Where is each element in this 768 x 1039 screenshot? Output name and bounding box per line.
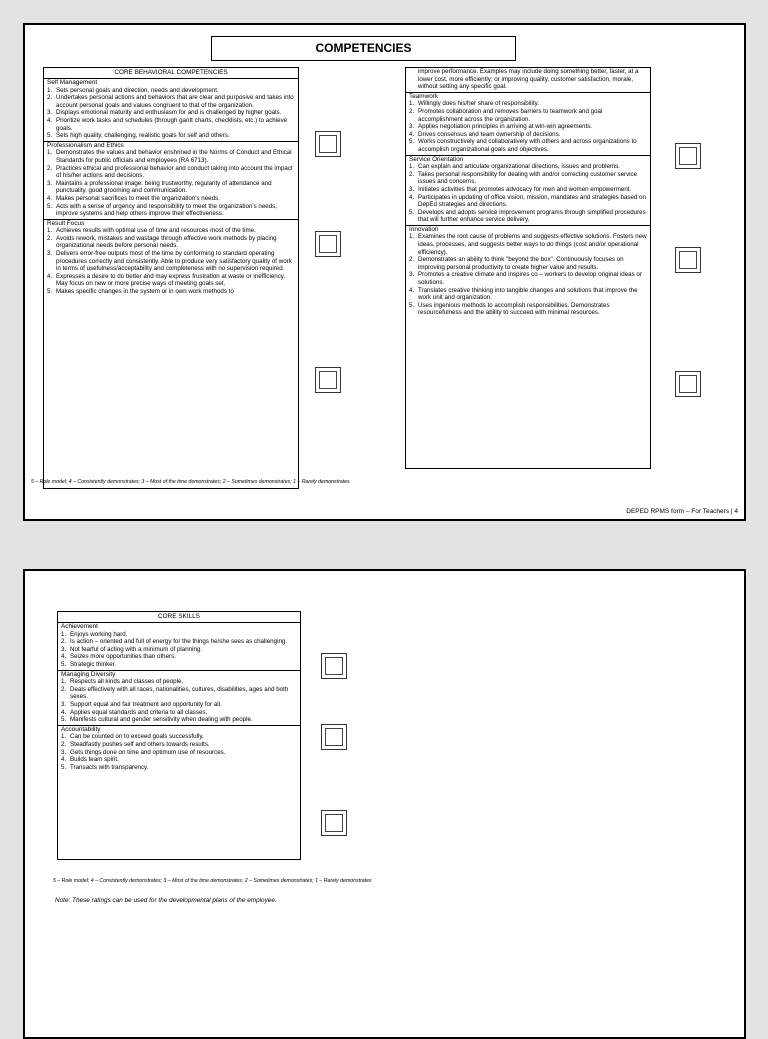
competency-item [47, 94, 295, 109]
item-text: Develops and adopts service improvement programs through simplified procedures that will further enhance service delivery. [418, 208, 646, 224]
item-text: Undertakes personal actions and behaviors that are clear and purposive and takes into account personal goals and values congruent to that of the organization. [56, 94, 294, 109]
item-number: 4. [61, 756, 67, 764]
competency-item [47, 132, 295, 140]
section-title: Managing Diversity [61, 670, 116, 678]
competency-item [409, 100, 647, 108]
item-number: 4. [409, 193, 415, 201]
item-text: Demonstrates the values and behavior enshrined in the Norms of Conduct and Ethical Standards for public officials and employees (RA 6713). [56, 149, 292, 164]
item-number: 4. [61, 653, 67, 661]
item-text: Manifests cultural and gender sensitivity when dealing with people. [70, 716, 253, 724]
item-number: 1. [409, 163, 415, 171]
item-number: 3. [61, 645, 67, 653]
item-text: Makes personal sacrifices to meet the organization's needs. [56, 194, 220, 202]
item-number: 1. [409, 100, 415, 108]
item-number: 5. [47, 132, 53, 140]
continuation-text: improve performance. Examples may include doing something better, faster, at a lower cost, more efficiently; or improving quality, customer satisfaction, morale, without setting any specific goal. [406, 68, 650, 93]
item-number: 5. [61, 716, 67, 724]
item-text: Practices ethical and professional behavior and conduct taking into account the impact of his/her actions and decisions. [56, 164, 293, 180]
competency-section [44, 142, 298, 220]
item-text: Is action – oriented and full of energy for the things he/she sees as challenging. [70, 638, 288, 646]
item-number: 3. [409, 185, 415, 193]
item-number: 4. [61, 708, 67, 716]
item-number: 1. [47, 227, 53, 235]
competency-section [406, 226, 650, 318]
rating-legend: 5 – Role model; 4 – Consistently demonstrates; 3 – Most of the time demonstrates; 2 – Sometimes demonstrates; 1 – Rarely demonstrates [53, 878, 372, 884]
item-number: 1. [61, 733, 67, 741]
item-number: 3. [47, 179, 53, 187]
rating-box-teamwork[interactable] [675, 143, 701, 169]
rating-box-managing-diversity[interactable] [321, 724, 347, 750]
competency-item [409, 256, 647, 271]
section-title: Teamwork [409, 92, 439, 100]
item-text: Promotes a creative climate and inspires co – workers to develop original ideas or solutions. [418, 271, 642, 287]
competency-section [58, 623, 300, 671]
competency-section [406, 93, 650, 156]
competency-item [61, 701, 297, 709]
item-number: 2. [47, 234, 53, 242]
document-page-5 [23, 569, 746, 1039]
competency-item [61, 678, 297, 686]
competency-item [409, 233, 647, 256]
item-number: 1. [409, 233, 415, 241]
item-text: Support equal and fair treatment and opportunity for all. [70, 700, 222, 708]
item-text: Gets things done on time and optimum use of resources. [70, 748, 226, 756]
item-number: 5. [47, 288, 53, 296]
competency-item [409, 123, 647, 131]
item-number: 2. [409, 256, 415, 264]
item-number: 5. [61, 660, 67, 668]
competency-section [406, 156, 650, 226]
competency-item [409, 271, 647, 286]
competency-item [61, 709, 297, 717]
competency-item [47, 203, 295, 218]
competency-item [61, 638, 297, 646]
rating-box-professionalism-ethics[interactable] [315, 231, 341, 257]
competency-item [47, 180, 295, 195]
item-number: 2. [47, 94, 53, 102]
item-number: 3. [61, 700, 67, 708]
rating-box-innovation[interactable] [675, 371, 701, 397]
item-number: 4. [409, 286, 415, 294]
page-title: COMPETENCIES [211, 36, 516, 61]
item-number: 3. [61, 748, 67, 756]
rating-box-result-focus[interactable] [315, 367, 341, 393]
competency-section [58, 726, 300, 773]
item-text: Promotes collaboration and removes barriers to teamwork and goal accomplishment across the organization. [418, 107, 603, 123]
competency-item [47, 235, 295, 250]
item-text: Initiates activities that promotes advocacy for men and women empowerment. [418, 185, 632, 193]
item-number: 1. [61, 678, 67, 686]
item-number: 5. [61, 763, 67, 771]
rating-legend: 5 – Role model; 4 – Consistently demonstrates; 3 – Most of the time demonstrates; 2 – Sometimes demonstrates; 1 – Rarely demonstrates [31, 479, 350, 485]
page-footer: DEPED RPMS form – For Teachers | 4 [626, 508, 738, 515]
section-title: Innovation [409, 225, 439, 233]
item-text: Examines the root cause of problems and suggests effective solutions. Fosters new ideas, processes, and suggests better ways to do things (cost and/or operational efficiency). [418, 233, 647, 256]
item-text: Respects all kinds and classes of people. [70, 678, 184, 686]
competency-item [47, 87, 295, 95]
item-text: Avoids rework, mistakes and wastage through effective work methods by placing organizational needs before personal needs. [56, 234, 277, 250]
section-title: Self Management [47, 79, 98, 86]
item-text: Takes personal responsibility for dealing with and/or correcting customer service issues and concerns. [418, 170, 638, 186]
item-text: Deals effectively with all races, nationalities, cultures, disabilities, ages and both sexes. [70, 685, 289, 701]
competency-item [61, 631, 297, 639]
item-number: 5. [409, 138, 415, 146]
competency-item [61, 716, 297, 724]
rating-box-service-orientation[interactable] [675, 247, 701, 273]
core-skills-table [57, 611, 301, 860]
item-number: 5. [409, 208, 415, 216]
item-number: 5. [409, 301, 415, 309]
competency-item [409, 302, 647, 317]
competency-item [61, 741, 297, 749]
competency-section [44, 220, 298, 297]
competency-item [61, 756, 297, 764]
section-title: Result Focus [47, 219, 85, 227]
item-number: 2. [61, 740, 67, 748]
competency-item [409, 209, 647, 224]
item-text: Applies negotiation principles in arriving at win-win agreements. [418, 123, 593, 131]
item-text: Achieves results with optimal use of time and resources most of the time. [56, 227, 256, 235]
item-number: 3. [47, 250, 53, 258]
item-text: Not fearful of acting with a minimum of planning. [70, 645, 203, 653]
item-text: Steadfastly pushes self and others towards results. [70, 740, 210, 748]
competency-item [61, 686, 297, 701]
competency-item [47, 117, 295, 132]
item-number: 2. [61, 638, 67, 646]
rating-box-accountability[interactable] [321, 810, 347, 836]
item-number: 2. [409, 170, 415, 178]
item-text: Participates in updating of office vision, mission, mandates and strategies based on DepEd strategies and directions. [418, 193, 646, 209]
item-number: 2. [47, 164, 53, 172]
competency-section [58, 671, 300, 726]
item-text: Displays emotional maturity and enthusiasm for and is challenged by higher goals. [56, 109, 282, 117]
item-text: Maintains a professional image: being trustworthy, regularity of attendance and punctuality, good grooming and communication. [56, 179, 272, 195]
competency-item [47, 288, 295, 296]
item-text: Expresses a desire to do better and may express frustration at waste or inefficiency. May focus on new or more precise ways of meeting goals set. [56, 272, 286, 288]
competency-item [409, 194, 647, 209]
item-text: Transacts with transparency. [70, 763, 149, 771]
competency-item [409, 163, 647, 171]
competency-item [47, 273, 295, 288]
competency-item [47, 109, 295, 117]
section-title: Accountability [61, 725, 101, 733]
item-text: Prioritize work tasks and schedules (through gantt charts, checklists, etc.) to achieve goals. [56, 116, 288, 132]
developmental-note: Note: These ratings can be used for the developmental plans of the employee. [55, 897, 277, 904]
item-number: 4. [47, 116, 53, 124]
item-text: Makes specific changes in the system or in own work methods to [56, 288, 234, 296]
item-text: Translates creative thinking into tangible changes and solutions that improve the work unit and organization. [418, 286, 638, 302]
item-number: 1. [47, 149, 53, 157]
competency-item [409, 287, 647, 302]
item-number: 4. [47, 272, 53, 280]
item-number: 5. [47, 202, 53, 210]
item-number: 1. [47, 86, 53, 94]
item-number: 3. [409, 123, 415, 131]
competency-item [409, 108, 647, 123]
item-number: 2. [409, 107, 415, 115]
item-number: 2. [61, 685, 67, 693]
table-header: CORE BEHAVIORAL COMPETENCIES [44, 68, 298, 79]
competency-item [47, 250, 295, 273]
competency-item [61, 749, 297, 757]
table-header: CORE SKILLS [58, 612, 300, 623]
item-number: 3. [409, 271, 415, 279]
rating-box-self-management[interactable] [315, 131, 341, 157]
item-number: 3. [47, 109, 53, 117]
item-number: 1. [61, 630, 67, 638]
item-text: Strategic thinker. [70, 660, 117, 668]
competency-item [61, 646, 297, 654]
competency-item [47, 149, 295, 164]
item-text: Demonstrates an ability to think "beyond the box". Continuously focuses on improving personal productivity to create higher value and results. [418, 256, 624, 271]
competency-item [61, 764, 297, 772]
competency-item [409, 138, 647, 153]
core-behavioral-competencies-table [43, 67, 299, 489]
item-text: Willingly does his/her share of responsibility. [418, 100, 539, 108]
competency-item [61, 733, 297, 741]
item-text: Delivers error-free outputs most of the time by conforming to standard operating procedures correctly and consistently. Able to produce very satisfactory quality of work in terms of usefulness/acceptability and completeness with no supervision required. [56, 250, 292, 273]
competency-item [61, 661, 297, 669]
competency-item [47, 227, 295, 235]
section-title: Professionalism and Ethics [47, 141, 124, 149]
item-number: 4. [409, 130, 415, 138]
competency-item [47, 165, 295, 180]
item-text: Can be counted on to exceed goals successfully. [70, 733, 204, 741]
item-number: 4. [47, 194, 53, 202]
item-text: Sets high quality, challenging, realistic goals for self and others. [56, 132, 230, 140]
competency-item [409, 131, 647, 139]
item-text: Drives consensus and team ownership of decisions. [418, 130, 561, 138]
competency-item [61, 653, 297, 661]
item-text: Builds team spirit. [70, 756, 119, 764]
competency-item [47, 195, 295, 203]
rating-box-achievement[interactable] [321, 653, 347, 679]
item-text: Seizes more opportunities than others. [70, 653, 176, 661]
competency-item [409, 186, 647, 194]
competency-section [44, 79, 298, 142]
item-text: Sets personal goals and direction, needs and development. [56, 86, 219, 94]
competency-item [409, 171, 647, 186]
document-page-4 [23, 23, 746, 521]
item-text: Enjoys working hard. [70, 630, 128, 638]
item-text: Applies equal standards and criteria to all classes. [70, 708, 208, 716]
section-title: Service Orientation [409, 155, 464, 163]
core-behavioral-competencies-continued-table [405, 67, 651, 469]
section-title: Achievement [61, 623, 98, 630]
item-text: Works constructively and collaboratively with others and across organizations to accomplish organizational goals and objectives. [418, 138, 637, 153]
item-text: Uses ingenious methods to accomplish responsibilities. Demonstrates resourcefulness and the ability to succeed with minimal resources. [418, 301, 610, 317]
item-text: Acts with a sense of urgency and responsibility to meet the organization's needs, improve systems and help others improve their effectiveness. [56, 202, 277, 218]
item-text: Can explain and articulate organizational directions, issues and problems. [418, 163, 620, 171]
